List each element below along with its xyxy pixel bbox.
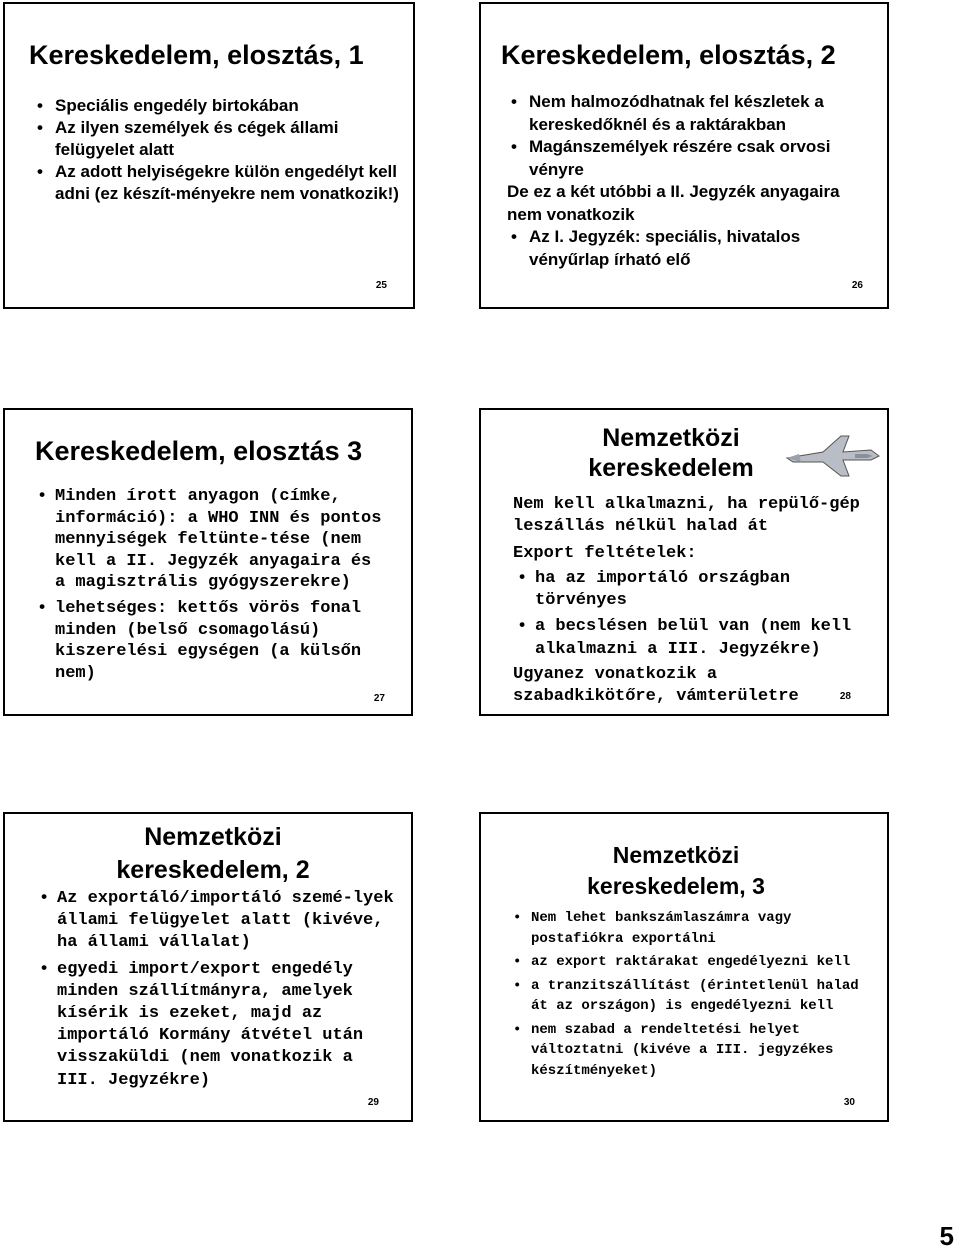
slide-body xyxy=(507,91,867,271)
bullet-list xyxy=(507,226,867,271)
plain-paragraph: De ez a két utóbbi a II. Jegyzék anyagaira nem vonatkozik xyxy=(507,182,840,224)
list-item: • Minden írott anyagon (címke, információ): a WHO INN és pontos mennyiségek feltünte-tése (nem kell a II. Jegyzék anyagaira és a magisztrális gyógyszerekre) xyxy=(33,486,389,594)
slide-number: 28 xyxy=(839,691,851,702)
list-item: • egyedi import/export engedély minden szállítmányra, amelyek kísérik is ezeket, majd az importáló Kormány átvétel után visszaküldi (nem vonatkozik a III. Jegyzékre) xyxy=(35,959,395,1092)
slide-title xyxy=(93,821,333,887)
title-line: kereskedelem xyxy=(588,454,754,482)
slide-title: Kereskedelem, elosztás, 2 xyxy=(501,40,836,70)
title-line: Nemzetközi xyxy=(612,842,740,868)
slide-number: 26 xyxy=(851,280,863,291)
list-item: • ha az importáló országban törvényes xyxy=(513,568,879,613)
slide-25 xyxy=(3,2,415,309)
title-line: Nemzetközi xyxy=(144,823,282,851)
slide-number: 29 xyxy=(367,1097,379,1108)
list-item: • lehetséges: kettős vörös fonal minden (belső csomagolású) kiszerelési egységen (a külsőn nem) xyxy=(33,598,389,684)
list-item: • a becslésen belül van (nem kell alkalmazni a III. Jegyzékre) xyxy=(513,616,879,661)
title-line: kereskedelem, 2 xyxy=(116,856,310,884)
list-item: • Az exportáló/importáló szemé-lyek állami felügyelet alatt (kivéve, ha állami vállalat) xyxy=(35,888,395,955)
list-item: • Az I. Jegyzék: speciális, hivatalos vényűrlap írható elő xyxy=(507,226,827,271)
slide-29 xyxy=(3,812,413,1122)
bullet-list xyxy=(33,486,389,684)
list-item: • Nem lehet bankszámlaszámra vagy postafiókra exportálni xyxy=(509,908,859,949)
plain-paragraph: Nem kell alkalmazni, ha repülő-gép leszállás nélkül halad át xyxy=(513,495,860,537)
plain-paragraph: Export feltételek: xyxy=(513,543,697,563)
list-item: • a tranzitszállítást (érintetlenül halad át az országon) is engedélyezni kell xyxy=(509,976,859,1017)
slide-27 xyxy=(3,408,413,716)
slide-number: 30 xyxy=(843,1097,855,1108)
page-number: 5 xyxy=(939,1221,954,1251)
slide-title xyxy=(561,840,791,902)
list-item: • Nem halmozódhatnak fel készletek a kereskedőknél és a raktárakban xyxy=(507,91,867,136)
slide-number: 27 xyxy=(373,693,385,704)
list-item: • Az ilyen személyek és cégek állami felügyelet alatt xyxy=(33,117,403,161)
slide-30 xyxy=(479,812,889,1122)
list-item: • nem szabad a rendeltetési helyet változtatni (kivéve a III. jegyzékes készítményeket) xyxy=(509,1020,859,1082)
fighter-jet-icon xyxy=(783,428,883,484)
slide-26 xyxy=(479,2,889,309)
plain-paragraph: Ugyanez vonatkozik a szabadkikötőre, vámterületre xyxy=(513,665,799,707)
bullet-list xyxy=(507,91,867,181)
bullet-list xyxy=(33,95,403,205)
slide-title xyxy=(571,423,771,483)
bullet-list xyxy=(35,888,395,1092)
list-item: • az export raktárakat engedélyezni kell xyxy=(509,952,859,973)
title-line: kereskedelem, 3 xyxy=(587,873,765,899)
bullet-list xyxy=(513,568,879,661)
slide-number: 25 xyxy=(375,280,387,291)
list-item: • Magánszemélyek részére csak orvosi vényre xyxy=(507,136,867,181)
title-line: Nemzetközi xyxy=(602,424,740,452)
bullet-list xyxy=(509,908,859,1081)
slide-title: Kereskedelem, elosztás, 1 xyxy=(29,40,364,70)
slide-28 xyxy=(479,408,889,716)
list-item: • Az adott helyiségekre külön engedélyt kell adni (ez készít-ményekre nem vonatkozik!) xyxy=(33,161,403,205)
slide-title: Kereskedelem, elosztás 3 xyxy=(35,436,363,466)
list-item: • Speciális engedély birtokában xyxy=(33,95,403,117)
slide-body xyxy=(513,494,879,709)
